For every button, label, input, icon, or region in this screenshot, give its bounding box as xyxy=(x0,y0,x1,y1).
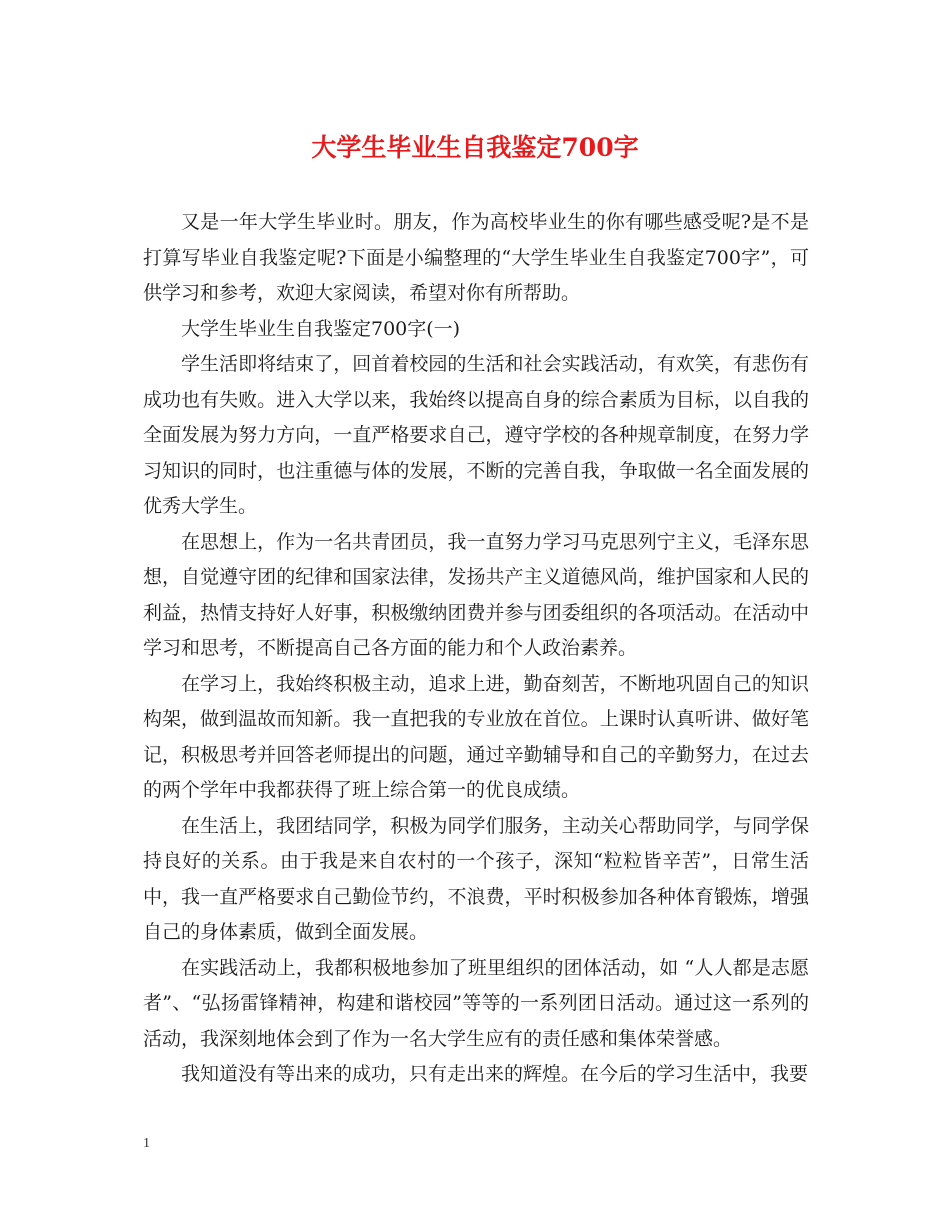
paragraph: 在学习上，我始终积极主动，追求上进，勤奋刻苦，不断地巩固自己的知识构架，做到温故而知新。我一直把我的专业放在首位。上课时认真听讲、做好笔记，积极思考并回答老师提出的问题，通过辛勤辅导和自己的辛勤努力，在过去的两个学年中我都获得了班上综合第一的优良成绩。 xyxy=(143,672,809,801)
paragraph: 在思想上，作为一名共青团员，我一直努力学习马克思列宁主义，毛泽东思想，自觉遵守团的纪律和国家法律，发扬共产主义道德风尚，维护国家和人民的利益，热情支持好人好事，积极缴纳团费并参与团委组织的各项活动。在活动中学习和思考，不断提高自己各方面的能力和个人政治素养。 xyxy=(143,530,809,659)
paragraph: 学生活即将结束了，回首着校园的生活和社会实践活动，有欢笑，有悲伤有成功也有失败。进入大学以来，我始终以提高自身的综合素质为目标，以自我的全面发展为努力方向，一直严格要求自己，遵守学校的各种规章制度，在努力学习知识的同时，也注重德与体的发展，不断的完善自我，争取做一名全面发展的优秀大学生。 xyxy=(143,353,809,517)
document-body xyxy=(143,205,809,1093)
document-title: 大学生毕业生自我鉴定700字 xyxy=(311,133,639,162)
paragraph-intro: 又是一年大学生毕业时。朋友，作为高校毕业生的你有哪些感受呢?是不是打算写毕业自我鉴定呢?下面是小编整理的“大学生毕业生自我鉴定700字”，可供学习和参考，欢迎大家阅读，希望对你有所帮助。 xyxy=(143,211,809,304)
paragraph: 我知道没有等出来的成功，只有走出来的辉煌。在今后的学习生活中，我要 xyxy=(181,1063,809,1085)
paragraph: 在实践活动上，我都积极地参加了班里组织的团体活动，如 “人人都是志愿者”、“弘扬雷锋精神，构建和谐校园”等等的一系列团日活动。通过这一系列的活动，我深刻地体会到了作为一名大学生应有的责任感和集体荣誉感。 xyxy=(143,956,809,1050)
page-number: 1 xyxy=(143,1136,150,1151)
section-heading: 大学生毕业生自我鉴定700字(一) xyxy=(181,317,461,340)
paragraph: 在生活上，我团结同学，积极为同学们服务，主动关心帮助同学，与同学保持良好的关系。由于我是来自农村的一个孩子，深知“粒粒皆辛苦”，日常生活中，我一直严格要求自己勤俭节约，不浪费，平时积极参加各种体育锻炼，增强自己的身体素质，做到全面发展。 xyxy=(143,814,809,943)
